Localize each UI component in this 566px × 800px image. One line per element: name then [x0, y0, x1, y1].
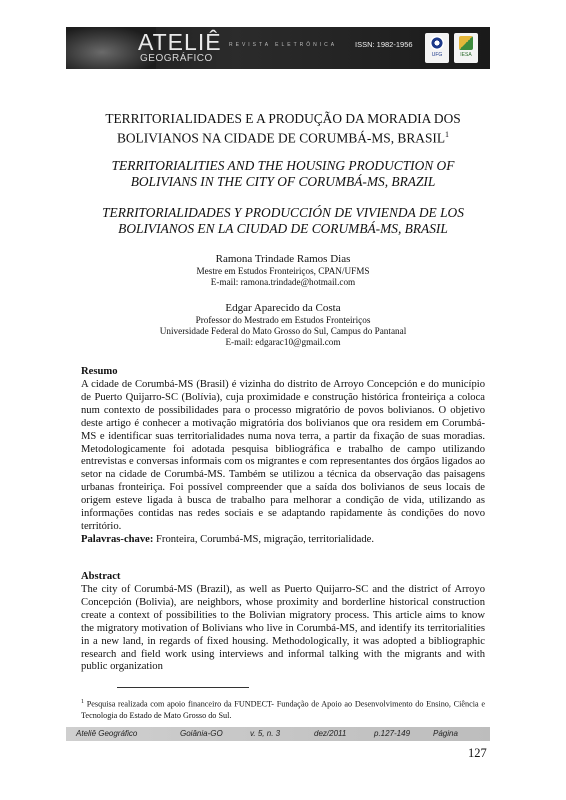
title-portuguese: [66, 111, 500, 146]
page-number: 127: [468, 746, 487, 760]
journal-footer-bar: [66, 727, 490, 741]
keywords-line: [81, 534, 374, 545]
journal-logo-main: ATELIÊ: [138, 29, 222, 55]
iesa-emblem-icon: [459, 36, 473, 50]
footer-date: dez/2011: [314, 729, 347, 738]
author-2-name: Edgar Aparecido da Costa: [225, 302, 341, 314]
title-en-line2: BOLIVIANS IN THE CITY OF CORUMBÁ-MS, BRAZIL: [130, 174, 436, 189]
author-1-email: E-mail: ramona.trindade@hotmail.com: [210, 277, 356, 287]
author-2: [66, 301, 500, 348]
resumo-text: A cidade de Corumbá-MS (Brasil) é vizinha do distrito de Arroyo Concepción e do município de Puerto Quijarro-SC (Bolívia), cuja proximidade e construção histórica fronteiriça a coloca num contexto de possibilidades para o processo migratório de povos bolivianos. O objetivo deste artigo é conhecer a motivação migratória dos bolivianos que ora residem em Corumbá-MS e identificar suas territorialidades numa nova terra, a partir da fixação de suas moradias. Metodologicamente foi adotada pesquisa bibliográfica e trabalho de campo utilizando entrevistas e conversas informais com os migrantes e com representantes dos órgãos ligados ao setor na cidade de Corumbá-MS. Também se utilizou a técnica da observação das paisagens urbanas fronteiriça. Foi possível compreender que a saída dos bolivianos de seus locais de origem esteve ligada à busca de trabalho para melhorar a condição de vida, utilizando as informações contidas nas redes sociais e se adaptando rapidamente às condições do novo território.: [81, 379, 485, 532]
title-pt-line2-wrap: [66, 127, 500, 146]
resumo-heading: Resumo: [81, 366, 118, 377]
title-es-line2: BOLIVIANOS EN LA CIUDAD DE CORUMBÁ-MS, BRASIL: [118, 221, 448, 236]
footer-pages: p.127-149: [374, 729, 411, 738]
title-english: [66, 158, 500, 190]
journal-logo-sub: GEOGRÁFICO: [140, 53, 213, 64]
footnote-mark: 1: [81, 699, 84, 705]
footer-page-label: Página: [433, 729, 458, 738]
ufg-logo: [425, 33, 449, 63]
title-en-line1: TERRITORIALITIES AND THE HOUSING PRODUCTION OF: [111, 158, 455, 173]
footnote-divider: [117, 687, 249, 688]
journal-header-banner: [66, 27, 490, 69]
author-2-institution: Universidade Federal do Mato Grosso do Sul, Campus do Pantanal: [159, 326, 407, 336]
author-1: [66, 252, 500, 288]
abstract-heading: Abstract: [81, 571, 121, 582]
ufg-emblem-icon: [430, 36, 444, 50]
title-pt-line1: TERRITORIALIDADES E A PRODUÇÃO DA MORADIA DOS: [105, 111, 461, 126]
author-2-affiliation: Professor do Mestrado em Estudos Fronteiriços: [195, 315, 371, 325]
keywords-text: Fronteira, Corumbá-MS, migração, territorialidade.: [153, 533, 375, 545]
author-1-affiliation: Mestre em Estudos Fronteiriços, CPAN/UFMS: [196, 266, 370, 276]
journal-tagline: REVISTA ELETRÔNICA: [229, 42, 338, 48]
author-1-name: Ramona Trindade Ramos Dias: [215, 253, 351, 265]
footer-volume: v. 5, n. 3: [250, 729, 281, 738]
footnote: [81, 697, 485, 721]
ufg-logo-text: UFG: [431, 52, 443, 58]
iesa-logo: [454, 33, 478, 63]
resumo-section: [81, 379, 485, 547]
footer-journal: Ateliê Geográfico: [76, 729, 138, 738]
footer-city: Goiânia-GO: [180, 729, 223, 738]
author-2-email: E-mail: edgarac10@gmail.com: [225, 337, 341, 347]
issn-label: ISSN: 1982-1956: [355, 40, 413, 49]
iesa-logo-text: IESA: [460, 52, 472, 58]
abstract-text: The city of Corumbá-MS (Brazil), as well as Puerto Quijarro-SC and the district of Arroyo Concepción (Bolivia), are neighbors, whose proximity and borderline historical construction create a context of possibilities to the Bolivian migratory process. This article aims to know the migratory motivation of Bolivians who live in Corumbá-MS, and identify its territorialities in a new land, in regards of fixed housing. Methodologically, it was adopted a bibliographic research and field work using interviews and informal talking with the migrants and with public organization: [81, 584, 485, 673]
title-pt-line2: BOLIVIANOS NA CIDADE DE CORUMBÁ-MS, BRASIL: [116, 130, 446, 146]
keywords-label: Palavras-chave:: [81, 533, 154, 545]
title-footnote-mark: 1: [445, 130, 450, 139]
title-es-line1: TERRITORIALIDADES Y PRODUCCIÓN DE VIVIENDA DE LOS: [102, 205, 464, 220]
footnote-text: Pesquisa realizada com apoio financeiro da FUNDECT- Fundação de Apoio ao Desenvolvimento do Ensino, Ciência e Tecnologia do Estado de Mato Grosso do Sul.: [81, 699, 485, 720]
title-spanish: [66, 205, 500, 237]
